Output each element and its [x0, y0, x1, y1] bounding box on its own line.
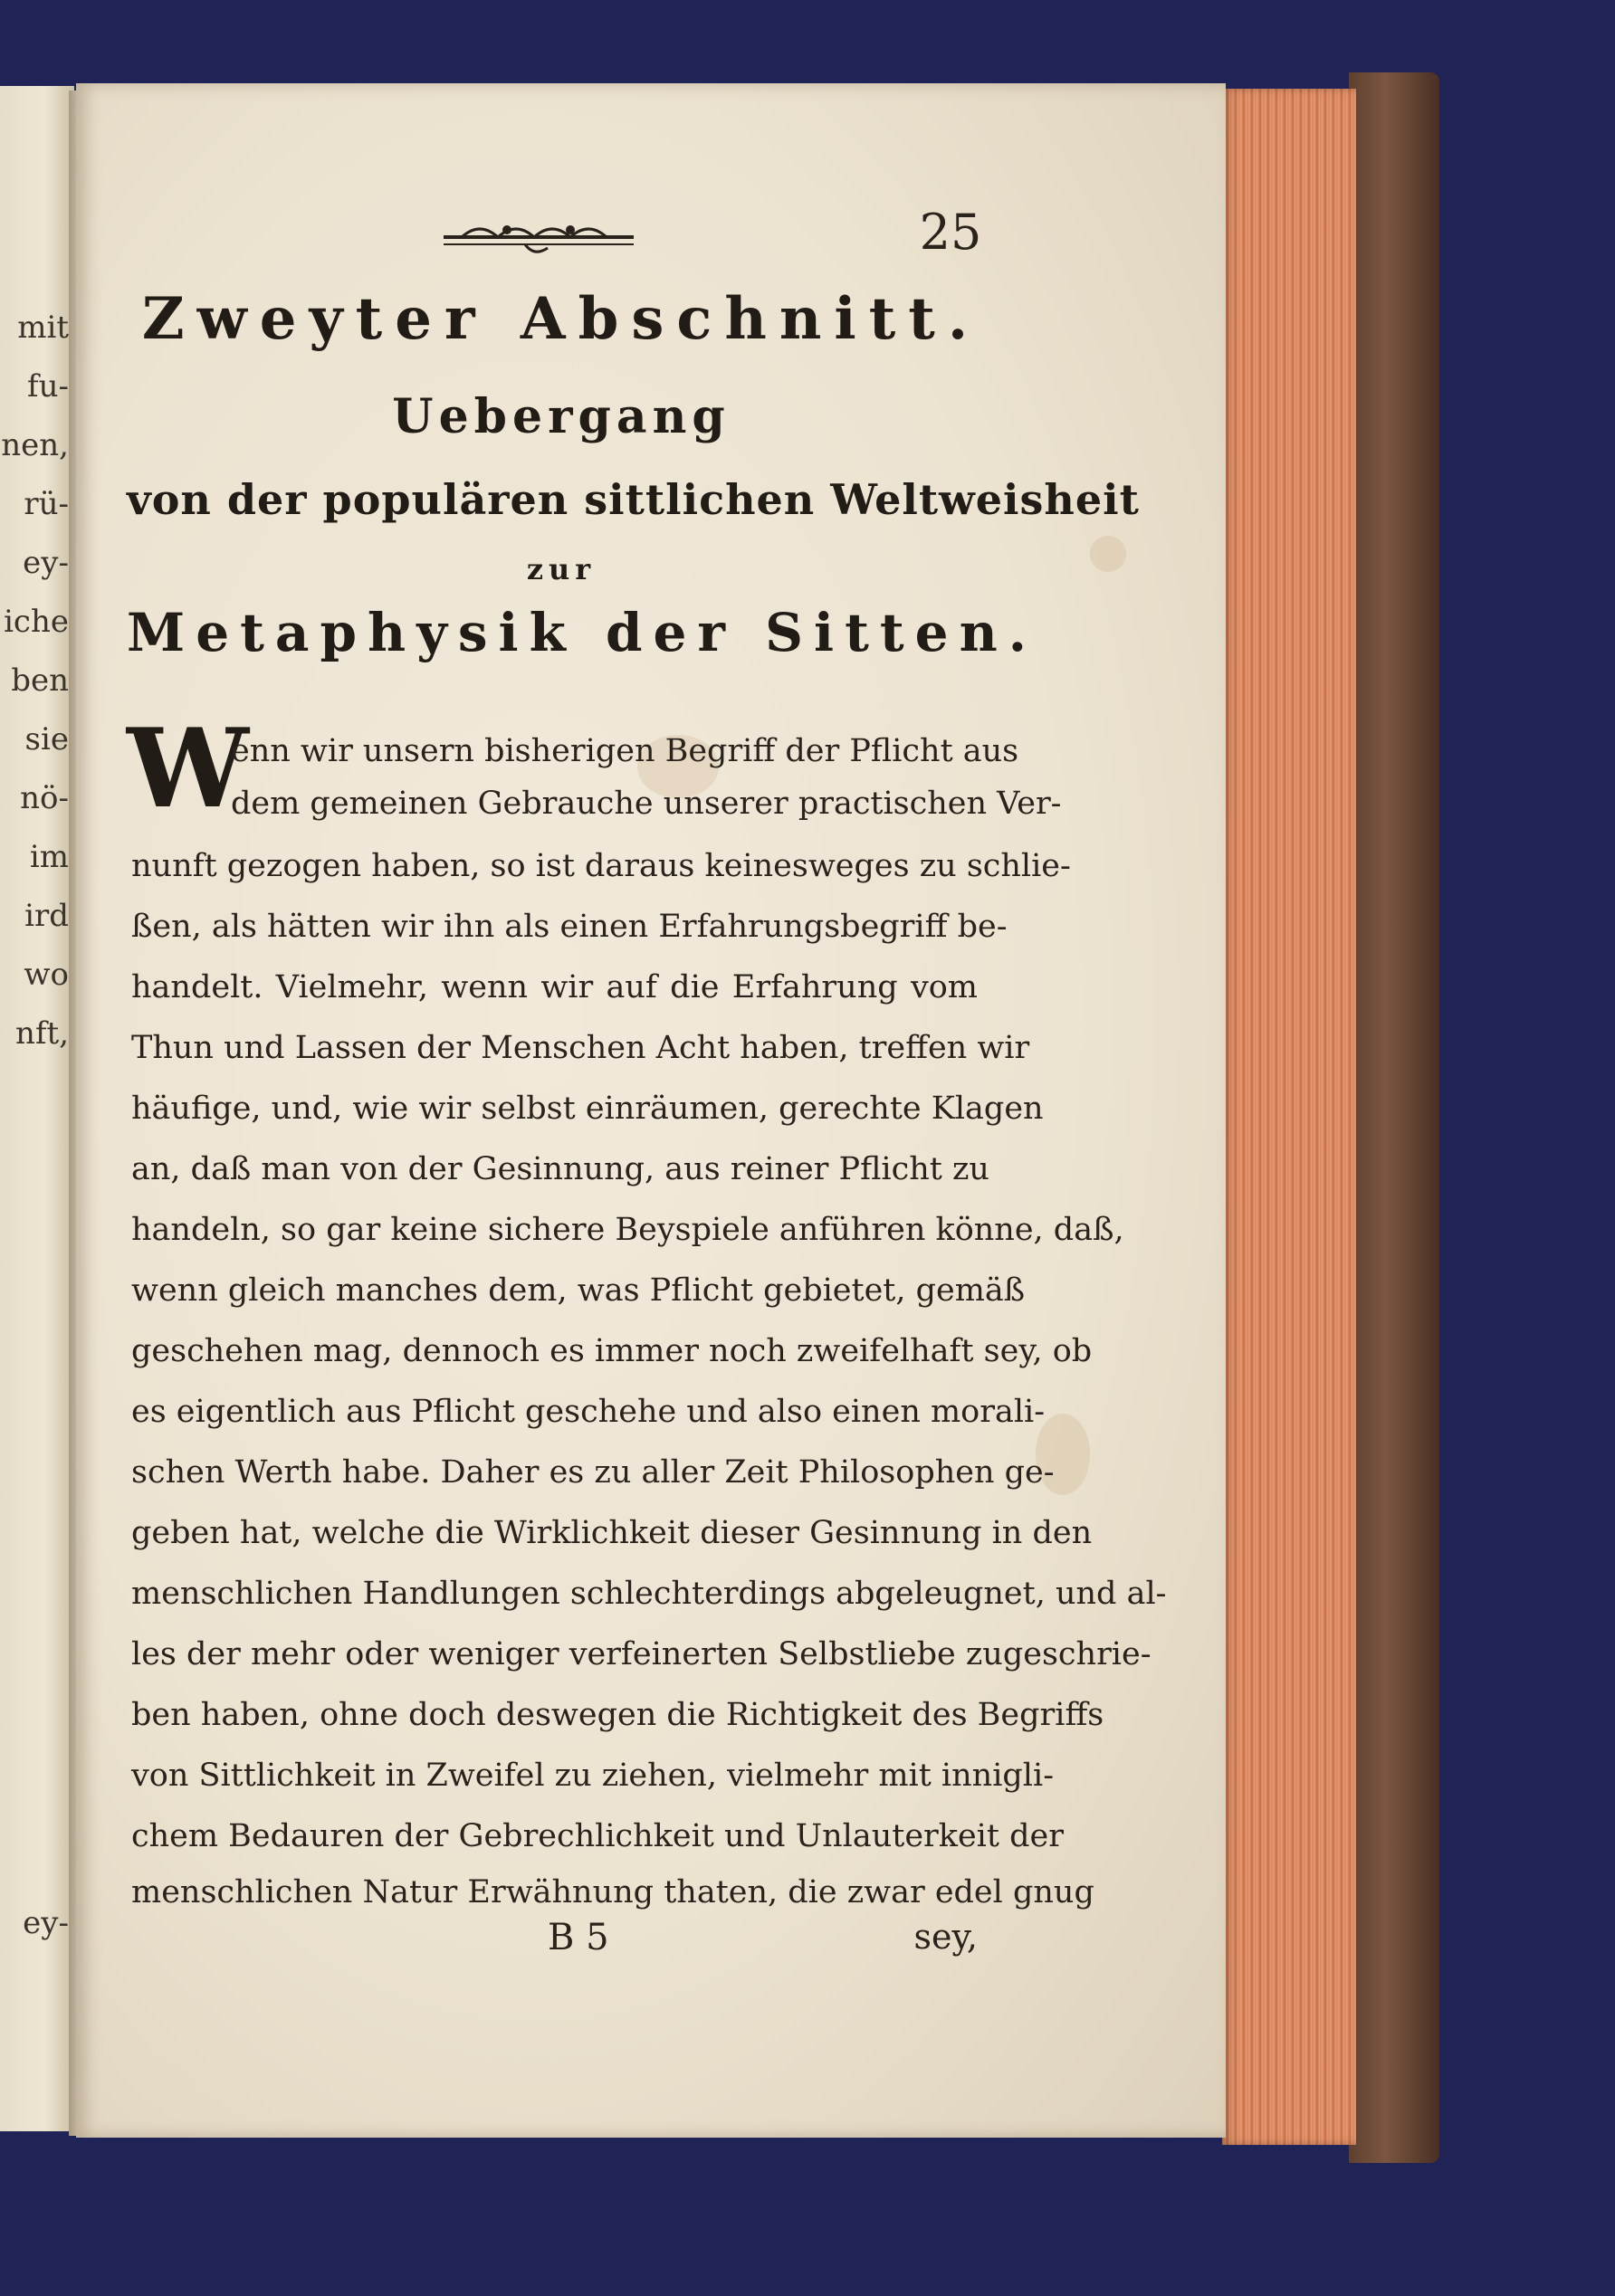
body-text-line: wenn gleich manches dem, was Pflicht gebietet, gemäß: [131, 1272, 1026, 1309]
previous-page-fragment: mit: [17, 310, 69, 346]
transition-heading: Uebergang: [392, 389, 731, 444]
body-text-line: geben hat, welche die Wirklichkeit dieser Gesinnung in den: [131, 1515, 1093, 1551]
subtitle-connector: zur: [526, 552, 597, 586]
previous-page-fragment: rü-: [24, 486, 69, 522]
body-text-line: an, daß man von der Gesinnung, aus reiner Pflicht zu: [131, 1151, 989, 1187]
body-text-line: enn wir unsern bisherigen Begriff der Pflicht aus: [231, 733, 1019, 769]
previous-page-fragment: nö-: [20, 780, 69, 816]
catchword: sey,: [913, 1917, 978, 1957]
body-text-line: dem gemeinen Gebrauche unserer practischen Ver-: [231, 786, 1062, 822]
subtitle-metaphysik: Metaphysik der Sitten.: [127, 602, 1037, 663]
previous-page-fragment: fu-: [27, 368, 69, 405]
page-number: 25: [919, 204, 982, 261]
previous-page-fragment: im: [29, 839, 69, 875]
body-text-line: les der mehr oder weniger verfeinerten Selbstliebe zugeschrie-: [131, 1636, 1152, 1672]
body-text-line: chem Bedauren der Gebrechlichkeit und Unlauterkeit der: [131, 1818, 1064, 1854]
previous-page-fragment: nen,: [1, 427, 69, 463]
vignette-ornament-icon: [444, 217, 634, 262]
book-cover: [1349, 72, 1439, 2163]
body-text-line: Thun und Lassen der Menschen Acht haben, treffen wir: [131, 1030, 1030, 1066]
paper-stain: [1090, 536, 1126, 572]
body-text-line: ßen, als hätten wir ihn als einen Erfahrungsbegriff be-: [131, 909, 1008, 945]
previous-page-fragment: sie: [24, 721, 69, 757]
body-text-line: häufige, und, wie wir selbst einräumen, gerechte Klagen: [131, 1091, 1044, 1127]
signature-mark: B 5: [548, 1917, 609, 1958]
previous-page-fragment: iche: [4, 604, 69, 640]
body-text-line: handelt. Vielmehr, wenn wir auf die Erfahrung vom: [131, 969, 978, 1005]
body-text-line: von Sittlichkeit in Zweifel zu ziehen, vielmehr mit innigli-: [131, 1758, 1055, 1794]
previous-page-catchword: ey-: [23, 1905, 69, 1941]
previous-page-fragment: ey-: [23, 545, 69, 581]
body-text-line: nunft gezogen haben, so ist daraus keinesweges zu schlie-: [131, 848, 1071, 884]
drop-cap: W: [127, 705, 249, 833]
body-text-line: geschehen mag, dennoch es immer noch zweifelhaft sey, ob: [131, 1333, 1093, 1369]
previous-page-fragment: wo: [24, 957, 69, 993]
previous-page-fragment: nft,: [15, 1015, 69, 1052]
previous-page-fragment: ird: [24, 898, 69, 934]
previous-page-fragment: ben: [11, 662, 69, 699]
body-text-line: es eigentlich aus Pflicht geschehe und also einen morali-: [131, 1394, 1046, 1430]
section-title: Zweyter Abschnitt.: [141, 285, 981, 353]
page-edges: [1222, 89, 1356, 2145]
body-text-line: schen Werth habe. Daher es zu aller Zeit Philosophen ge-: [131, 1454, 1055, 1491]
body-text-line: ben haben, ohne doch deswegen die Richtigkeit des Begriffs: [131, 1697, 1104, 1733]
body-text-line: handeln, so gar keine sichere Beyspiele anführen könne, daß,: [131, 1212, 1124, 1248]
body-text-line: menschlichen Natur Erwähnung thaten, die zwar edel gnug: [131, 1874, 1094, 1910]
previous-page-text: [0, 299, 69, 1063]
subtitle-line: von der populären sittlichen Weltweisheit: [127, 475, 1140, 524]
body-text-line: menschlichen Handlungen schlechterdings abgeleugnet, und al-: [131, 1576, 1167, 1612]
